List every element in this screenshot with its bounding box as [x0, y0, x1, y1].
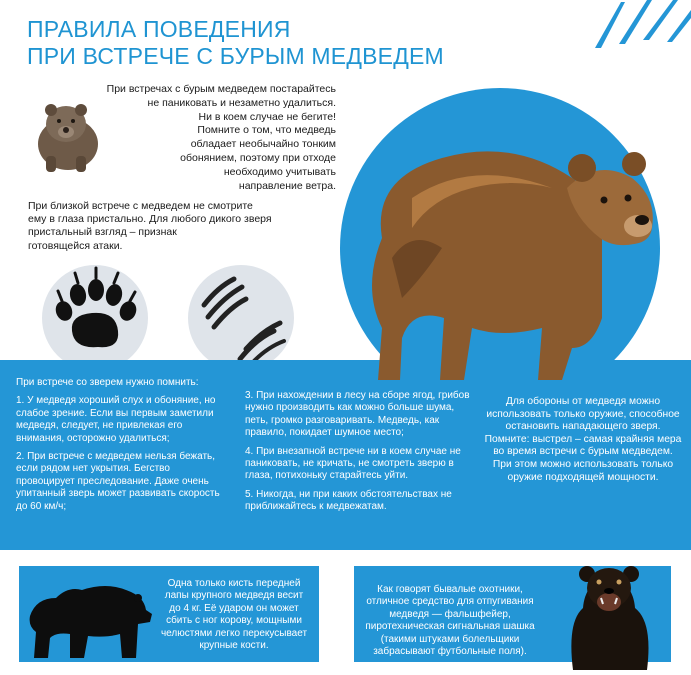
intro-line: не паниковать и незаметно удалиться.: [147, 96, 336, 109]
rule-item: 5. Никогда, ни при каких обстоятельствах не приближайтесь к медвежатам.: [245, 488, 452, 513]
bear-photo: [32, 94, 102, 174]
bear-silhouette-icon: [26, 576, 156, 661]
rules-heading: При встрече со зверем нужно помнить:: [16, 377, 199, 388]
page-title: [27, 16, 467, 70]
eye-contact-note: [28, 200, 328, 253]
intro-line: При встречах с бурым медведем постарайтесь: [106, 83, 336, 95]
title-line-1: ПРАВИЛА ПОВЕДЕНИЯ: [27, 16, 291, 42]
note-line: готовящейся атаки.: [28, 239, 123, 252]
title-line-2: ПРИ ВСТРЕЧЕ С БУРЫМ МЕДВЕДЕМ: [27, 43, 444, 69]
roaring-bear-image: [563, 552, 655, 670]
scratch-marks-icon: [188, 265, 294, 371]
brown-bear-image: [352, 118, 670, 388]
scratch-marks-circle: [188, 265, 294, 371]
intro-line: Ни в коем случае не бегите!: [198, 110, 336, 123]
note-line: пристальный взгляд – признак: [28, 226, 177, 239]
intro-text: [74, 83, 336, 193]
intro-line: необходимо учитывать: [223, 165, 336, 178]
rules-column-2: [245, 390, 470, 520]
rule-item: 1. У медведя хороший слух и обоняние, но слабое зрение. Если вы первым заметили медведя, следует, не привлекая его внимания, осторожно удалиться;: [16, 395, 216, 444]
claw-marks-icon: [581, 0, 691, 50]
paw-strength-fact: Одна только кисть передней лапы крупного медведя весит до 4 кг. Её ударом он может сбить с ног корову, мощными челюстями легко перекусывает крупные кости.: [160, 578, 308, 652]
intro-line: направление ветра.: [238, 179, 336, 192]
intro-line: обонянием, поэтому при отходе: [180, 151, 336, 164]
rules-column-1: [16, 377, 228, 519]
note-line: При близкой встрече с медведем не смотрите: [28, 200, 253, 212]
rule-item: 4. При внезапной встрече ни в коем случае не паниковать, не кричать, не смотреть зверю в глаза, потихоньку старайтесь уйти.: [245, 445, 461, 482]
flare-fact: Как говорят бывалые охотники, отличное средство для отпугивания медведя — фальшфейер, пиротехническая сигнальная шашка (такими штуками болельщики забрасывают футбольные поля).: [365, 584, 535, 658]
intro-line: обладает необычайно тонким: [190, 138, 336, 151]
paw-print-circle: [42, 265, 148, 371]
paw-print-icon: [42, 265, 148, 371]
defense-note: Для обороны от медведя можно использовать только оружие, способное остановить нападающего зверя. Помните: выстрел – самая крайняя мера во время встречи с бурым медведем. При этом можно использовать только оружие подходящей мощности.: [484, 396, 682, 483]
intro-line: Помните о том, что медведь: [197, 124, 336, 137]
rule-item: 3. При нахождении в лесу на сборе ягод, грибов нужно производить как можно больше шума, петь, громко разговаривать. Медведь, как правило, покидает шумное место;: [245, 390, 470, 439]
rule-item: 2. При встрече с медведем нельзя бежать, если рядом нет укрытия. Бегство провоцирует преследование. Даже очень упитанный зверь может развивать скорость до 60 км/ч;: [16, 451, 220, 512]
note-line: ему в глаза пристально. Для любого дикого зверя: [28, 213, 272, 226]
